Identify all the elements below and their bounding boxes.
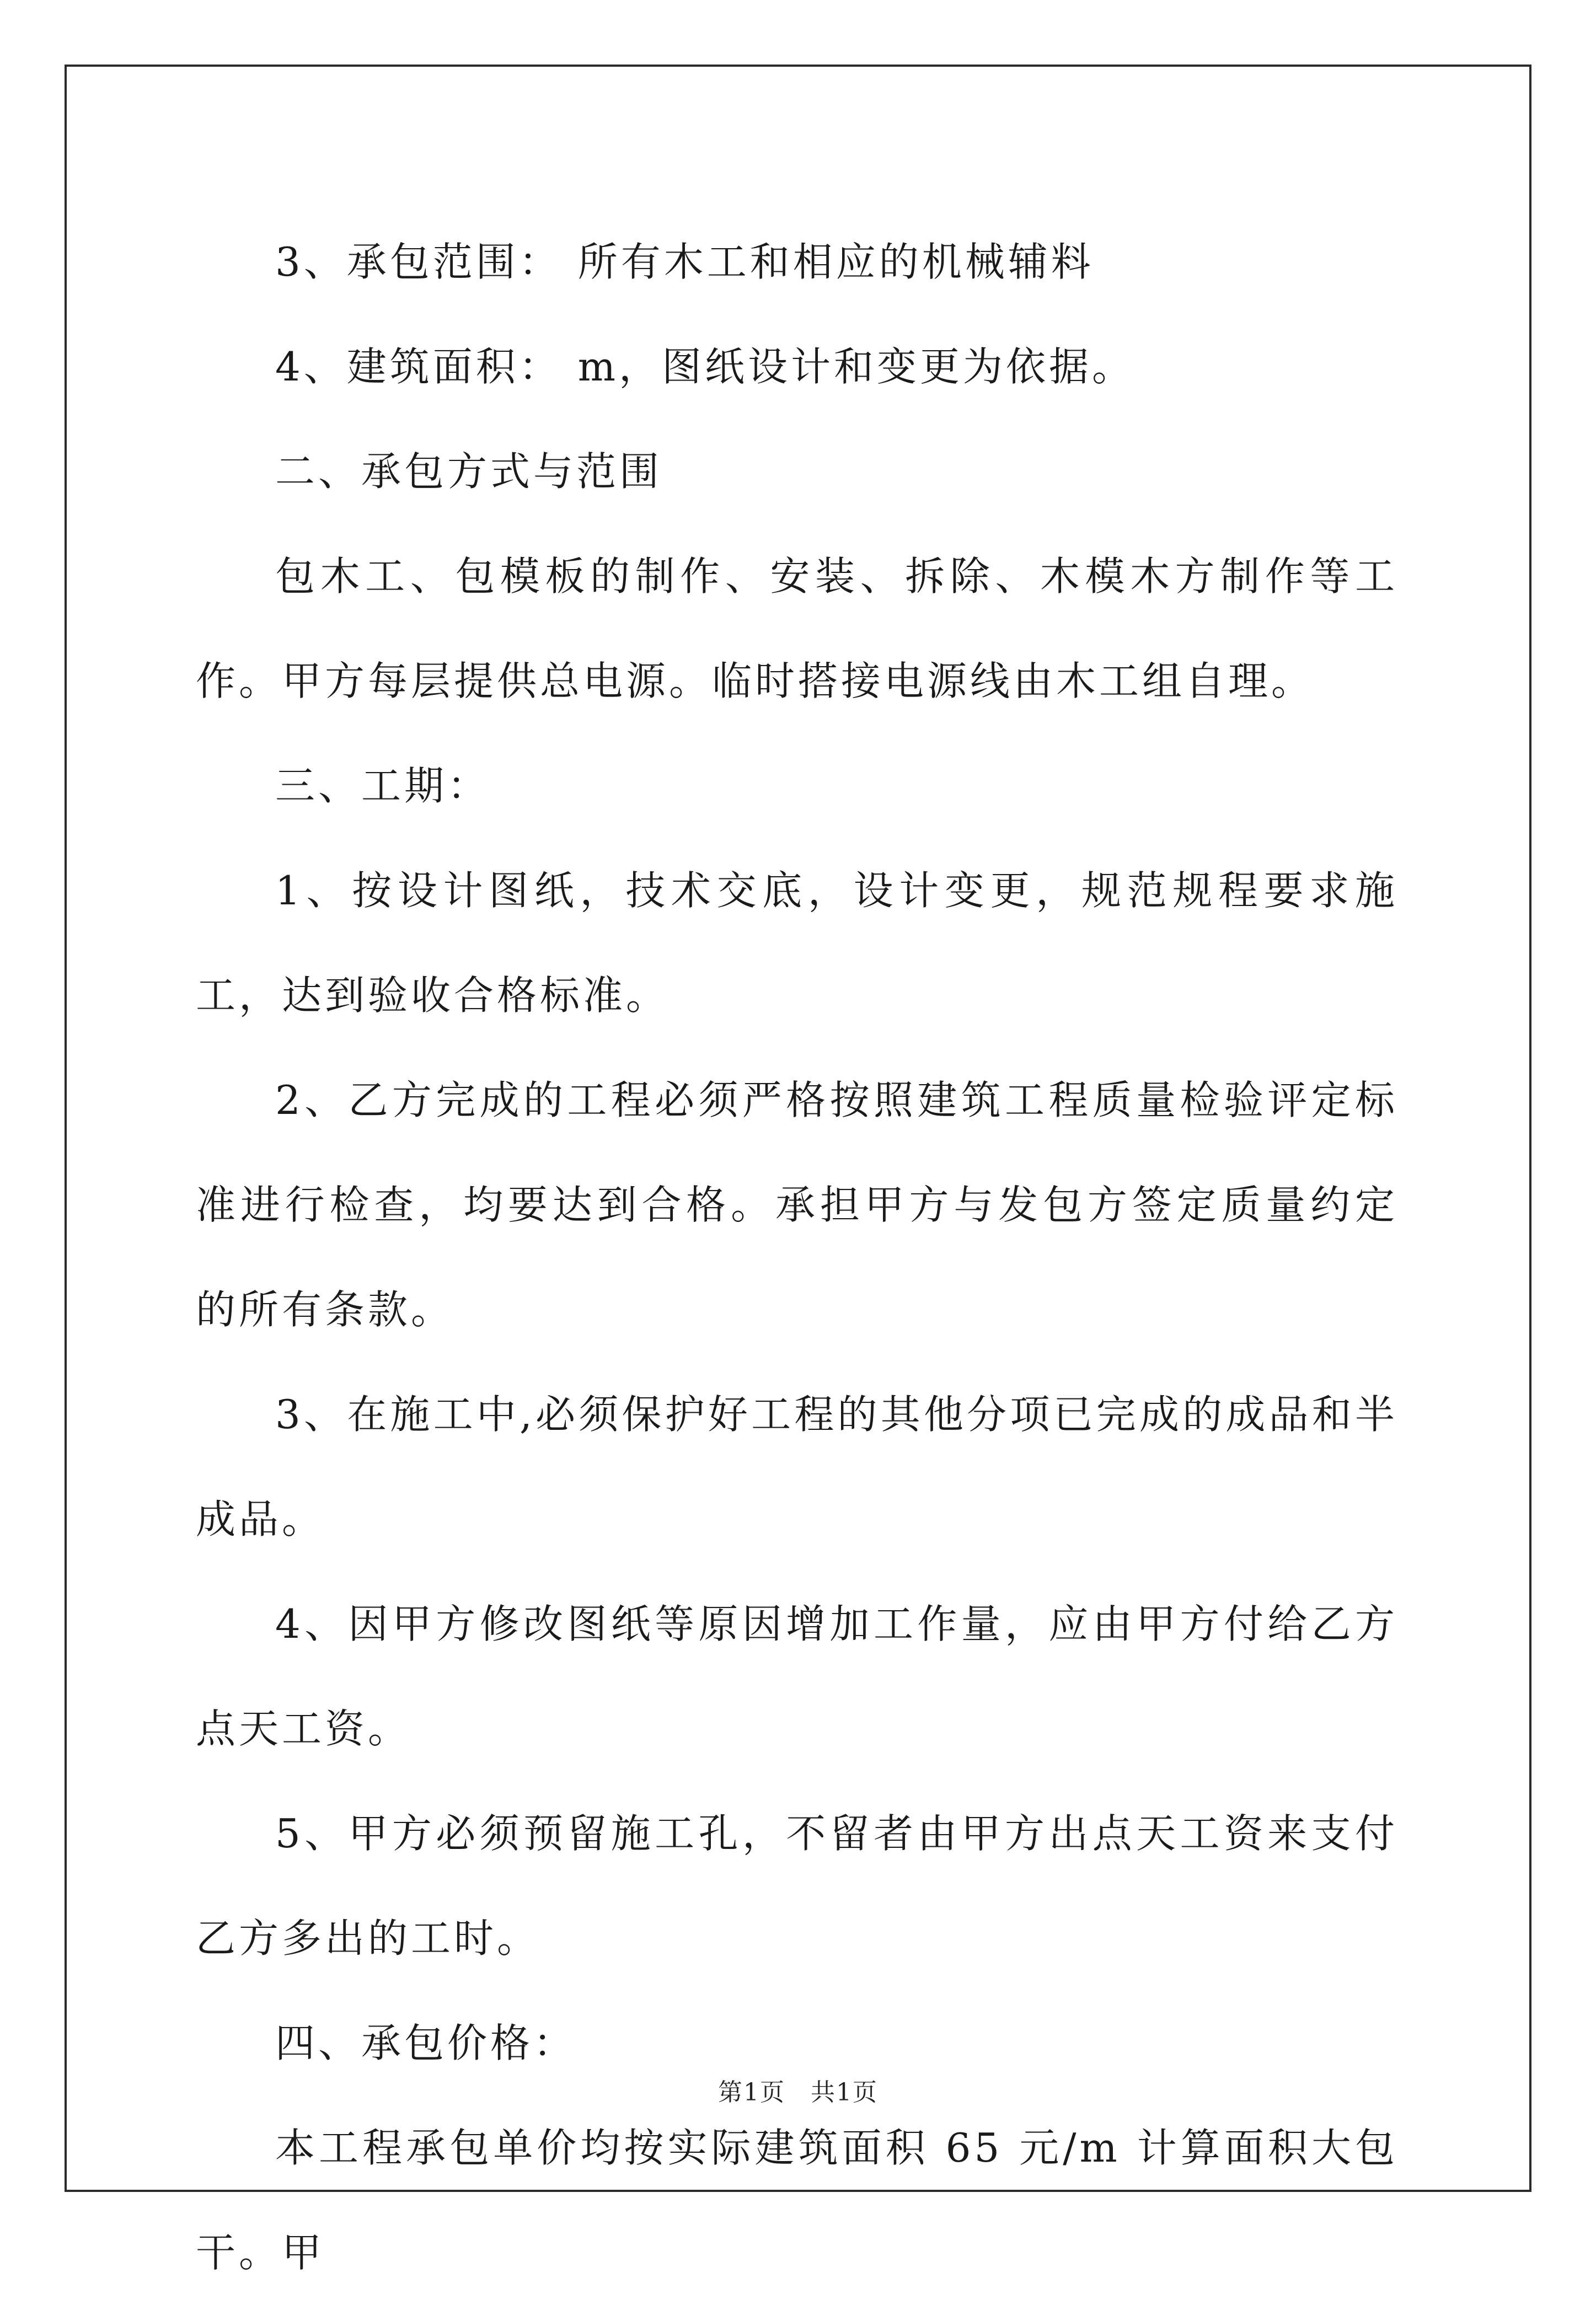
section-heading-schedule: 三、工期：: [275, 763, 491, 809]
paragraph-schedule-item-3: 3、在施工中,必须保护好工程的其他分项已完成的成品和半成品。: [196, 1391, 1398, 1542]
paragraph-schedule-item-2: 2、乙方完成的工程必须严格按照建筑工程质量检验评定标准进行检查，均要达到合格。承担甲方与发包方签定质量约定的所有条款。: [196, 1077, 1398, 1333]
document-body: [196, 210, 1398, 2305]
paragraph-schedule-item-1: 1、按设计图纸，技术交底，设计变更，规范规程要求施工，达到验收合格标准。: [196, 867, 1398, 1019]
paragraph-price: 本工程承包单价均按实际建筑面积 65 元/m 计算面积大包干。甲: [196, 2125, 1398, 2276]
section-heading-price: 四、承包价格：: [275, 2020, 577, 2066]
paragraph-scope: 3、承包范围： 所有木工和相应的机械辅料: [275, 239, 1094, 285]
paragraph-contract-method: 包木工、包模板的制作、安装、拆除、木模木方制作等工作。甲方每层提供总电源。临时搭接电源线由木工组自理。: [196, 553, 1398, 704]
page-footer: 第1页 共1页: [718, 2078, 878, 2106]
paragraph-building-area: 4、建筑面积： m，图纸设计和变更为依据。: [275, 344, 1135, 390]
paragraph-schedule-item-4: 4、因甲方修改图纸等原因增加工作量，应由甲方付给乙方点天工资。: [196, 1601, 1398, 1752]
section-heading-contract-method: 二、承包方式与范围: [275, 448, 663, 495]
paragraph-schedule-item-5: 5、甲方必须预留施工孔，不留者由甲方出点天工资来支付乙方多出的工时。: [196, 1810, 1398, 1961]
